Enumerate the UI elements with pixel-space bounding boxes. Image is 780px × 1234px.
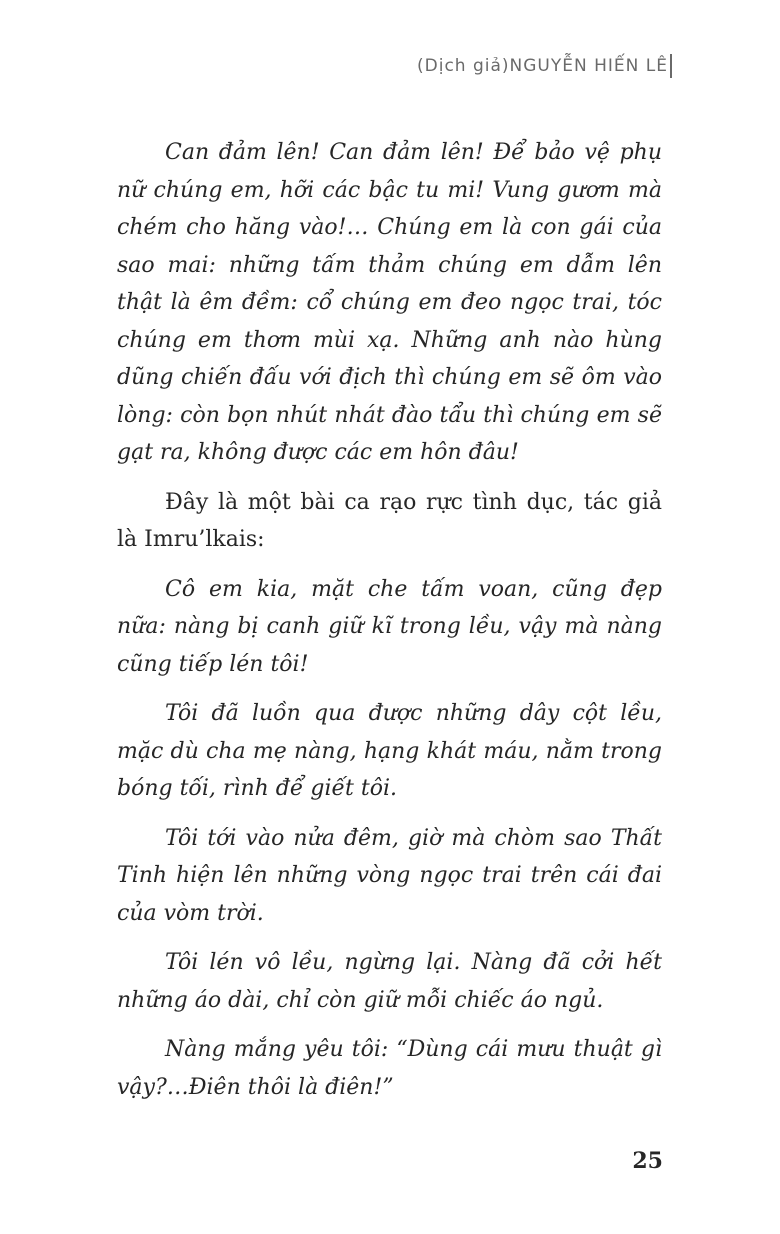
paragraph-3: Cô em kia, mặt che tấm voan, cũng đẹp nữa: nàng bị canh giữ kĩ trong lều, vậy mà nàng cũng tiếp lén tôi! bbox=[117, 576, 662, 677]
paragraph-2: Đây là một bài ca rạo rực tình dục, tác giả là Imru’lkais: bbox=[117, 489, 662, 552]
paragraph-4: Tôi đã luồn qua được những dây cột lều, mặc dù cha mẹ nàng, hạng khát máu, nằm trong bóng tối, rình để giết tôi. bbox=[117, 701, 662, 801]
paragraph-6: Tôi lén vô lều, ngừng lại. Nàng đã cởi hết những áo dài, chỉ còn giữ mỗi chiếc áo ngủ. bbox=[117, 950, 662, 1013]
paragraph-1: Can đảm lên! Can đảm lên! Để bảo vệ phụ nữ chúng em, hỡi các bậc tu mi! Vung gươm mà chém cho hăng vào!… Chúng em là con gái của sao mai: những tấm thảm chúng em dẫm lên thật là êm đềm: cổ chúng em đeo ngọc trai, tóc chúng em thơm mùi xạ. Những anh nào hùng dũng chiến đấu với địch thì chúng em sẽ ôm vào lòng: còn bọn nhút nhát đào tẩu thì chúng em sẽ gạt ra, không được các em hôn đâu! bbox=[117, 140, 662, 465]
paragraph-5: Tôi tới vào nửa đêm, giờ mà chòm sao Thất Tinh hiện lên những vòng ngọc trai trên cái đai của vòm trời. bbox=[117, 825, 662, 926]
paragraph-7: Nàng mắng yêu tôi: “Dùng cái mưu thuật gì vậy?…Điên thôi là điên!” bbox=[117, 1037, 662, 1100]
running-header-title: (Dịch giả)NGUYỄN HIẾN LÊ bbox=[417, 56, 668, 76]
page-body bbox=[117, 134, 662, 1118]
page-number: 25 bbox=[632, 1148, 663, 1174]
header-divider bbox=[670, 54, 672, 78]
